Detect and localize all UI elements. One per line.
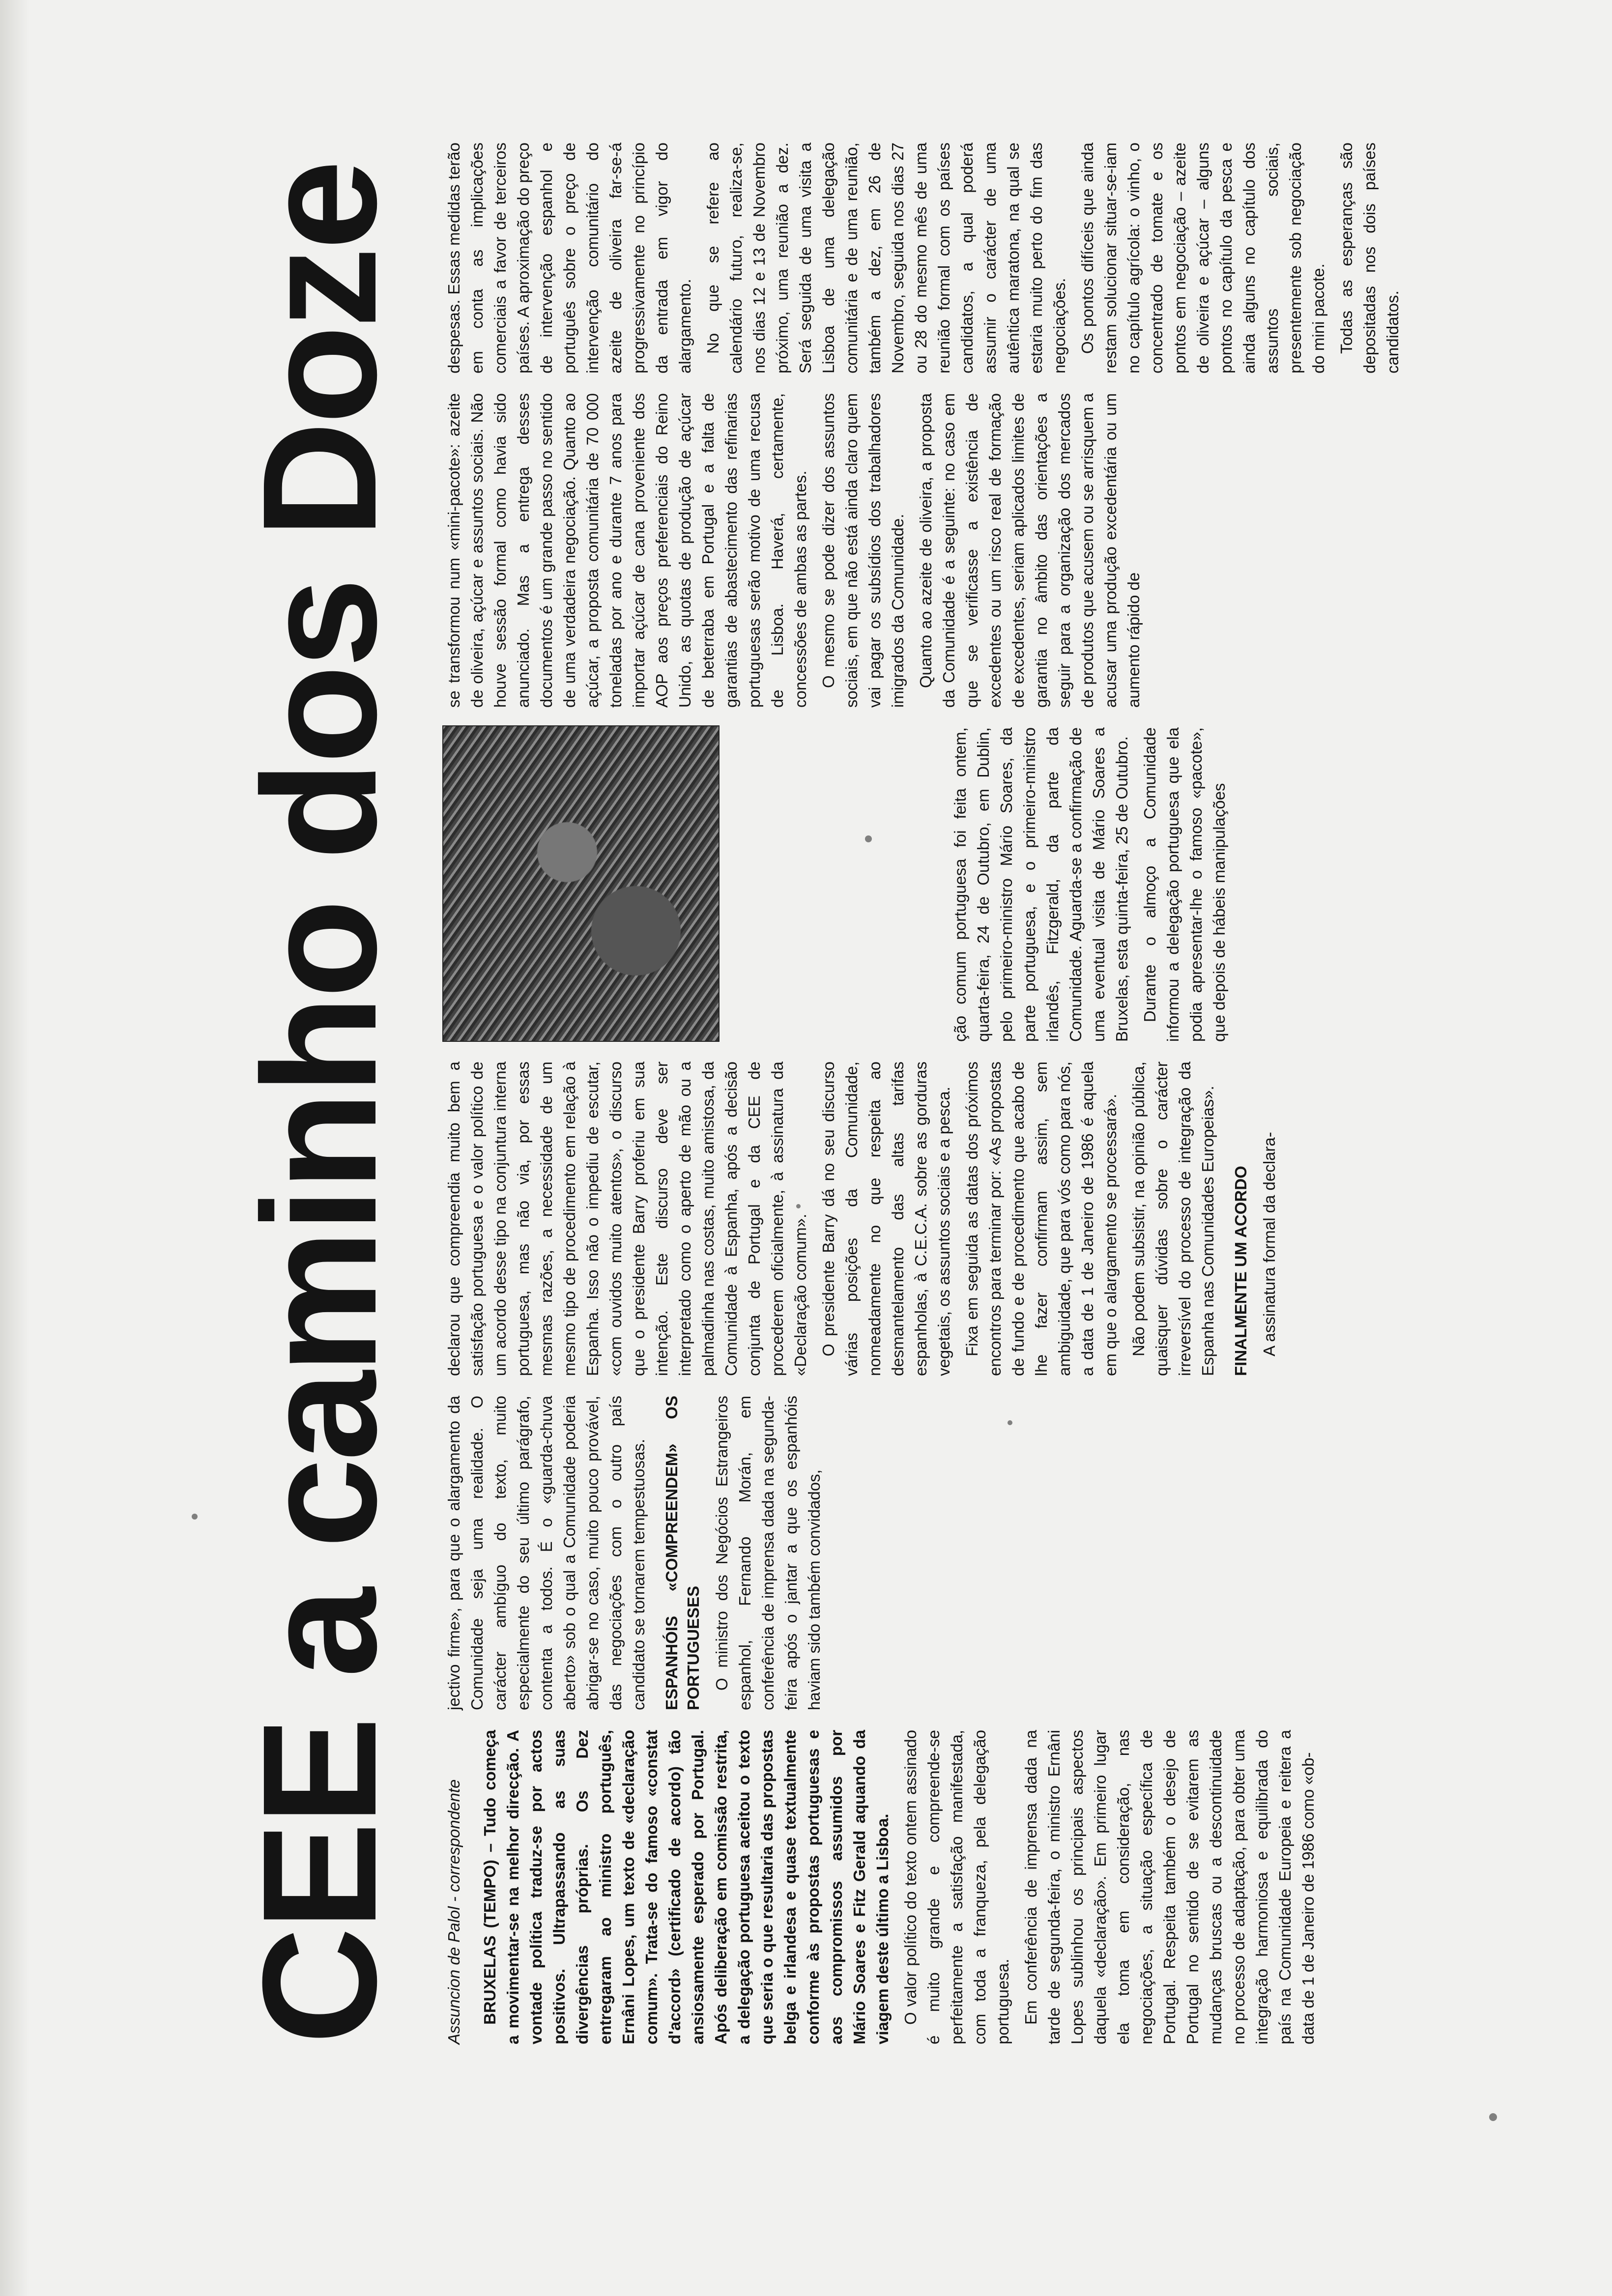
paragraph: Em conferência de imprensa dada na tarde de segunda-feira, o ministro Ernâni Lopes sublinhou os principais aspectos daquela «declaração». Em primeiro lugar ela toma em consideração, nas negociações, a situação específica de Portugal. Respeita também o desejo de Portugal no sentido de se evitarem as mudanças bruscas ou a descontinuidade no processo de adaptação, para obter uma integração harmoniosa e equilibrada do país na Comunidade Europeia e reitera a data de 1 de Janeiro de 1986 como «ob- [1022, 1730, 1317, 2044]
article-column-5 [442, 393, 1307, 708]
paragraph: Fixa em seguida as datas dos próximos encontros para terminar por: «As propostas de fundo e de procedimento que acabo de lhe fazer confirmam assim, sem ambiguidade, que para vós como para nós, a data de 1 de Janeiro de 1986 é aquela em que o alargamento se processará». [963, 1062, 1120, 1376]
paragraph-lead: BRUXELAS (TEMPO) – Tudo começa a movimentar-se na melhor direcção. A vontade política traduz-se por actos positivos. Ultrapassando as suas divergências próprias. Os Dez entregaram ao ministro português, Ernâni Lopes, um texto de «declaração comum». Trata-se do famoso «constat d'accord» (certificado de acordo) tão ansiosamente esperado por Portugal. Após deliberação em comissão restrita, a delegação portuguesa aceitou o texto que seria o que resultaria das propostas belga e irlandesa e quase textualmente conforme às propostas portuguesas e aos compromissos assumidos por Mário Soares e Fitz Gerald aquando da viagem deste último a Lisboa. [481, 1730, 892, 2044]
column-4-text [949, 727, 1236, 1042]
paragraph: ção comum portuguesa foi feita ontem, quarta-feira, 24 de Outubro, em Dublin, pelo primeiro-ministro Mário Soares, da parte portuguesa, e o primeiro-ministro irlandês, Fitzgerald, da parte da Comunidade. Aguarda-se a confirmação de uma eventual visita de Mário Soares a Bruxelas, esta quinta-feira, 25 de Outubro. [951, 727, 1131, 1042]
paragraph: No que se refere ao calendário futuro, realiza-se, nos dias 12 e 13 de Novembro próximo, uma reunião a dez. Será seguida de uma visita a Lisboa de uma delegação comunitária e de uma reunião, também a dez, em 26 de Novembro, seguida nos dias 27 ou 28 do mesmo mês de uma reunião formal com os países candidatos, a qual poderá assumir o carácter de uma autêntica maratona, na qual se estaria muito perto do fim das negociações. [704, 143, 1068, 373]
scan-speck [192, 1514, 198, 1520]
byline: Assuncion de Palol - correspondente [445, 1779, 463, 2044]
paragraph: jectivo firme», para que o alargamento da Comunidade seja uma realidade. O carácter ambíguo do texto, muito especialmente do seu último parágrafo, contenta a todos. É o «guarda-chuva aberto» sob o qual a Comunidade poderia abrigar-se no caso, muito pouco provável, das negociações com o outro país candidato se tornarem tempestuosas. [445, 1396, 648, 1710]
paragraph: Não podem subsistir, na opinião pública, quaisquer dúvidas sobre o carácter irreversível do processo de integração da Espanha nas Comunidades Europeias». [1129, 1062, 1217, 1376]
newspaper-article [226, 138, 1402, 2064]
paragraph: O valor político do texto ontem assinado é muito grande e compreende-se perfeitamente a satisfação manifestada, com toda a franqueza, pela delegação portuguesa. [901, 1730, 1012, 2044]
paragraph: Quanto ao azeite de oliveira, a proposta da Comunidade é a seguinte: no caso em que se verificasse a existência de excedentes ou um risco real de formação de excedentes, seriam aplicados limites de garantia no âmbito das orientações a seguir para a organização dos mercados de produtos que acusem ou se arrisquem a acusar uma produção excedentária ou um aumento rápido de [917, 393, 1143, 708]
subheading: ESPANHÓIS «COMPREENDEM» OS PORTUGUESES [662, 1396, 702, 1710]
paragraph: se transformou num «mini-pacote»: azeite de oliveira, açúcar e assuntos sociais. Não houve sessão formal como havia sido anunciado. Mas a entrega desses documentos é um grande passo no sentido de uma verdadeira negociação. Quanto ao açúcar, a proposta comunitária de 70 000 toneladas por ano e durante 7 anos para importar açúcar de cana proveniente dos AOP aos preços preferenciais do Reino Unido, as quotas de produção de açúcar de beterraba em Portugal e a falta de garantias de abastecimento das refinarias portuguesas serão motivo de uma recusa de Lisboa. Haverá, certamente, concessões de ambas as partes. [445, 393, 809, 708]
article-column-6 [442, 143, 1402, 373]
article-column-4 [442, 727, 1307, 1042]
paragraph: Todas as esperanças são depositadas nos dois países candidatos. [1337, 143, 1402, 373]
paragraph: A assinatura formal da declara- [1260, 1132, 1278, 1356]
article-column-1 [442, 1730, 1317, 2044]
paragraph: O mesmo se pode dizer dos assuntos sociais, em que não está ainda claro quem vai pagar os subsídios dos trabalhadores imigrados da Comunidade. [819, 393, 907, 708]
scan-speck [1489, 2113, 1497, 2121]
paragraph: despesas. Essas medidas terão em conta as implicações comerciais a favor de terceiros países. A aproximação do preço de intervenção espanhol e português sobre o preço de intervenção comunitário do azeite de oliveira far-se-á progressivamente no princípio da entrada em vigor do alargamento. [445, 143, 694, 373]
paragraph: Durante o almoço a Comunidade informou a delegação portuguesa que ela podia apresentar-lhe o famoso «pacote», que depois de hábeis manipulações [1141, 727, 1228, 1042]
headline: CEE a caminho dos Doze [229, 163, 410, 2044]
paragraph: O ministro dos Negócios Estrangeiros espanhol, Fernando Morán, em conferência de imprensa dada na segunda-feira após o jantar a que os espanhóis haviam sido também convidados, [713, 1396, 823, 1710]
paragraph: Os pontos difíceis que ainda restam solucionar situar-se-iam no capítulo agrícola: o vinho, o concentrado de tomate e os pontos em negociação – azeite de oliveira e açúcar – alguns pontos no capítulo da pesca e ainda alguns no capítulo dos assuntos sociais, presentemente sob negociação do mini pacote. [1078, 143, 1327, 373]
scan-shadow [0, 0, 29, 2296]
article-column-2 [442, 1396, 1307, 1710]
paragraph: O presidente Barry dá no seu discurso várias posições da Comunidade, nomeadamente no que respeita ao desmantelamento das altas tarifas espanholas, à C.E.C.A. sobre as gorduras vegetais, os assuntos sociais e a pesca. [819, 1062, 953, 1376]
subheading: FINALMENTE UM ACORDO [1232, 1166, 1250, 1376]
paragraph: declarou que compreendia muito bem a satisfação portuguesa e o valor político de um acordo desse tipo na conjuntura interna portuguesa, mas não via, por essas mesmas razões, a necessidade de um mesmo tipo de procedimento em relação à Espanha. Isso não o impediu de escutar, «com ouvidos muito atentos», o discurso que o presidente Barry proferiu em sua intenção. Este discurso deve ser interpretado como o aperto de mão ou a palmadinha nas costas, muito amistosa, da Comunidade à Espanha, após a decisão conjunta de Portugal e da CEE de procederem oficialmente, à assinatura da «Declaração comum». [445, 1062, 809, 1376]
article-column-3 [442, 1062, 1307, 1376]
